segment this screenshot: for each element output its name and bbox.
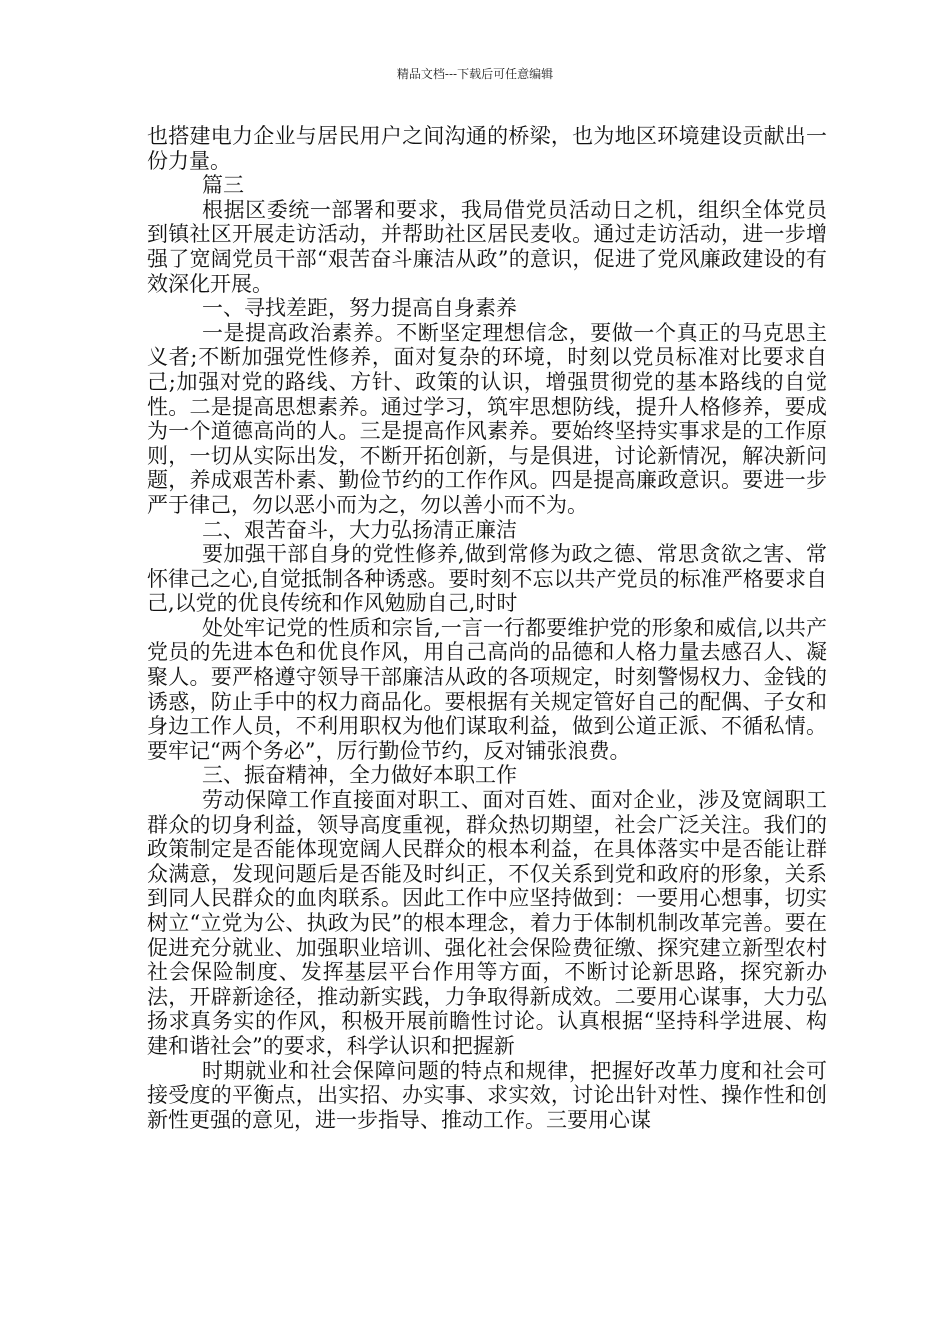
paragraph-continuation: 也搭建电力企业与居民用户之间沟通的桥梁，也为地区环境建设贡献出一份力量。 xyxy=(147,124,827,173)
paragraph-self-quality: 一是提高政治素养。不断坚定理想信念，要做一个真正的马克思主义者;不断加强党性修养，面对复杂的环境，时刻以党员标准对比要求自己;加强对党的路线、方针、政策的认识，增强贯彻党的基本路线的自觉性。二是提高思想素养。通过学习，筑牢思想防线，提升人格修养，要成为一个道德高尚的人。三是提高作风素养。要始终坚持实事求是的工作原则，一切从实际出发，不断开拓创新，与是俱进，讨论新情况，解决新问题，养成艰苦朴素、勤俭节约的工作作风。四是提高廉政意识。要进一步严于律己，勿以恶小而为之，勿以善小而不为。 xyxy=(147,320,827,517)
paragraph-party-image: 处处牢记党的性质和宗旨,一言一行都要维护党的形象和威信,以共产党员的先进本色和优良作风，用自己高尚的品德和人格力量去感召人、凝聚人。要严格遵守领导干部廉洁从政的各项规定，时刻警惕权力、金钱的诱惑，防止手中的权力商品化。要根据有关规定管好自己的配偶、子女和身边工作人员，不利用职权为他们谋取利益，做到公道正派、不循私情。要牢记“两个务必”，厉行勤俭节约，反对铺张浪费。 xyxy=(147,615,827,763)
document-body xyxy=(147,124,827,1132)
page-header: 精品文档---下载后可任意编辑 xyxy=(396,67,554,81)
section-heading-two: 二、艰苦奋斗，大力弘扬清正廉洁 xyxy=(202,517,517,542)
paragraph-new-period: 时期就业和社会保障问题的特点和规律，把握好改革力度和社会可接受度的平衡点，出实招、办实事、求实效，讨论出针对性、操作性和创新性更强的意见，进一步指导、推动工作。三要用心谋 xyxy=(147,1058,827,1132)
paragraph-party-spirit: 要加强干部自身的党性修养,做到常修为政之德、常思贪欲之害、常怀律己之心,自觉抵制各种诱惑。要时刻不忘以共产党员的标准严格要求自己,以党的优良传统和作风勉励自己,时时 xyxy=(147,542,827,616)
paragraph-intro: 根据区委统一部署和要求，我局借党员活动日之机，组织全体党员到镇社区开展走访活动，并帮助社区居民麦收。通过走访活动，进一步增强了宽阔党员干部“艰苦奋斗廉洁从政”的意识，促进了党风廉政建设的有效深化开展。 xyxy=(147,197,827,296)
section-title-part-three: 篇三 xyxy=(202,173,244,198)
section-heading-one: 一、寻找差距，努力提高自身素养 xyxy=(202,296,517,321)
paragraph-labor-security: 劳动保障工作直接面对职工、面对百姓、面对企业，涉及宽阔职工群众的切身利益，领导高度重视，群众热切期望，社会广泛关注。我们的政策制定是否能体现宽阔人民群众的根本利益，在具体落实中是否能让群众满意，发现问题后是否能及时纠正，不仅关系到党和政府的形象，关系到同人民群众的血肉联系。因此工作中应坚持做到：一要用心想事，切实树立“立党为公、执政为民”的根本理念，着力于体制机制改革完善。要在促进充分就业、加强职业培训、强化社会保险费征缴、探究建立新型农村社会保险制度、发挥基层平台作用等方面，不断讨论新思路，探究新办法，开辟新途径，推动新实践，力争取得新成效。二要用心谋事，大力弘扬求真务实的作风，积极开展前瞻性讨论。认真根据“坚持科学进展、构建和谐社会”的要求，科学认识和把握新 xyxy=(147,788,827,1058)
section-heading-three: 三、振奋精神，全力做好本职工作 xyxy=(202,763,517,788)
